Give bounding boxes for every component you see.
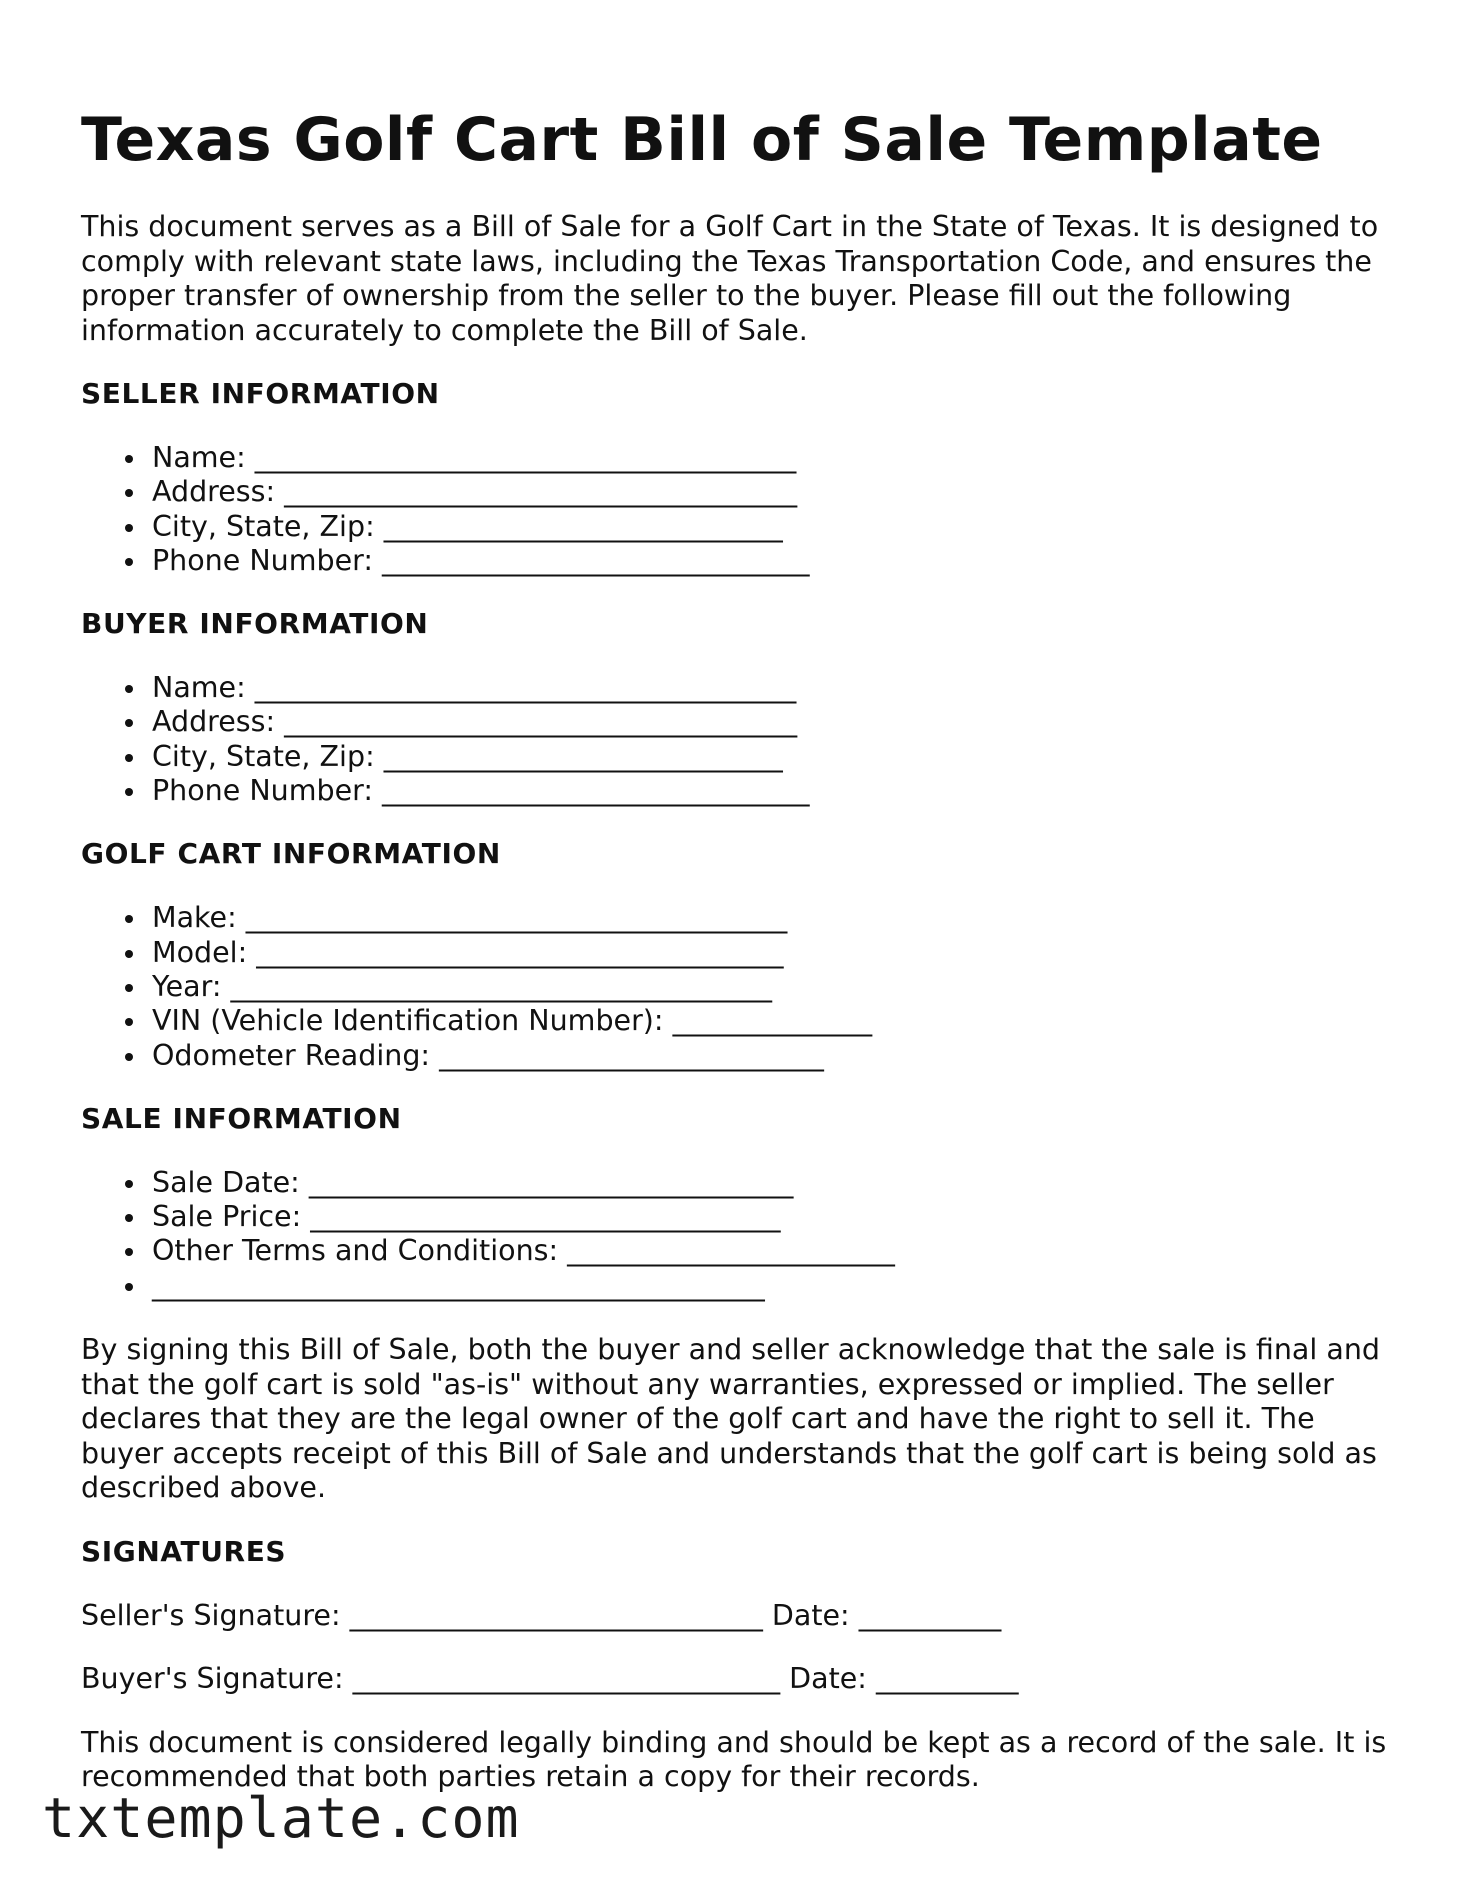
buyer-signature-line[interactable]: Buyer's Signature: ______________________________ Date: __________ bbox=[81, 1661, 1019, 1695]
seller-address-field[interactable]: Address: ____________________________________ bbox=[81, 475, 1401, 509]
cart-make-field[interactable]: Make: ______________________________________ bbox=[81, 901, 1401, 935]
seller-section-heading: SELLER INFORMATION bbox=[81, 377, 440, 410]
sale-field-list bbox=[81, 1166, 1401, 1303]
seller-field-list bbox=[81, 441, 1401, 578]
cart-year-field[interactable]: Year: ______________________________________ bbox=[81, 970, 1401, 1004]
seller-city-state-zip-field[interactable]: City, State, Zip: ____________________________ bbox=[81, 510, 1401, 544]
sale-date-field[interactable]: Sale Date: __________________________________ bbox=[81, 1166, 1401, 1200]
buyer-section-heading: BUYER INFORMATION bbox=[81, 607, 429, 641]
sale-price-field[interactable]: Sale Price: _________________________________ bbox=[81, 1200, 1401, 1234]
buyer-city-state-zip-field[interactable]: City, State, Zip: ____________________________ bbox=[81, 740, 1401, 774]
site-watermark: txtemplate.com bbox=[42, 1786, 520, 1850]
buyer-name-field[interactable]: Name: ______________________________________ bbox=[81, 671, 1401, 705]
cart-section-heading: GOLF CART INFORMATION bbox=[81, 837, 501, 871]
document-page bbox=[81, 100, 1401, 1795]
seller-signature-line[interactable]: Seller's Signature: _____________________________ Date: __________ bbox=[81, 1598, 1002, 1632]
seller-phone-field[interactable]: Phone Number: ______________________________ bbox=[81, 544, 1401, 578]
sale-section-heading: SALE INFORMATION bbox=[81, 1101, 402, 1135]
cart-odometer-field[interactable]: Odometer Reading: ___________________________ bbox=[81, 1039, 1401, 1073]
buyer-field-list bbox=[81, 671, 1401, 808]
cart-field-list bbox=[81, 901, 1401, 1072]
signatures-section-heading: SIGNATURES bbox=[81, 1534, 287, 1568]
cart-vin-field[interactable]: VIN (Vehicle Identification Number): ______________ bbox=[81, 1004, 1401, 1038]
closing-paragraph: This document is considered legally binding and should be kept as a record of the sale. It is recommended that both parties retain a copy for their records. bbox=[81, 1725, 1387, 1794]
buyer-address-field[interactable]: Address: ____________________________________ bbox=[81, 705, 1401, 739]
intro-paragraph: This document serves as a Bill of Sale for a Golf Cart in the State of Texas. It is designed to comply with relevant state laws, including the Texas Transportation Code, and ensures the proper transfer of ownership from the seller to the buyer. Please fill out the following information accurately to complete the Bill of Sale. bbox=[81, 210, 1379, 347]
seller-name-field[interactable]: Name: ______________________________________ bbox=[81, 441, 1401, 475]
sale-terms-continuation-field[interactable]: ___________________________________________ bbox=[81, 1269, 1401, 1303]
buyer-phone-field[interactable]: Phone Number: ______________________________ bbox=[81, 774, 1401, 808]
document-title: Texas Golf Cart Bill of Sale Template bbox=[81, 105, 1323, 175]
acknowledgment-paragraph: By signing this Bill of Sale, both the buyer and seller acknowledge that the sale is final and that the golf cart is sold "as-is" without any warranties, expressed or implied. The seller declares that they are the legal owner of the golf cart and have the right to sell it. The buyer accepts receipt of this Bill of Sale and understands that the golf cart is being sold as described above. bbox=[81, 1333, 1380, 1505]
sale-terms-field[interactable]: Other Terms and Conditions: _______________________ bbox=[81, 1234, 1401, 1268]
cart-model-field[interactable]: Model: _____________________________________ bbox=[81, 936, 1401, 970]
